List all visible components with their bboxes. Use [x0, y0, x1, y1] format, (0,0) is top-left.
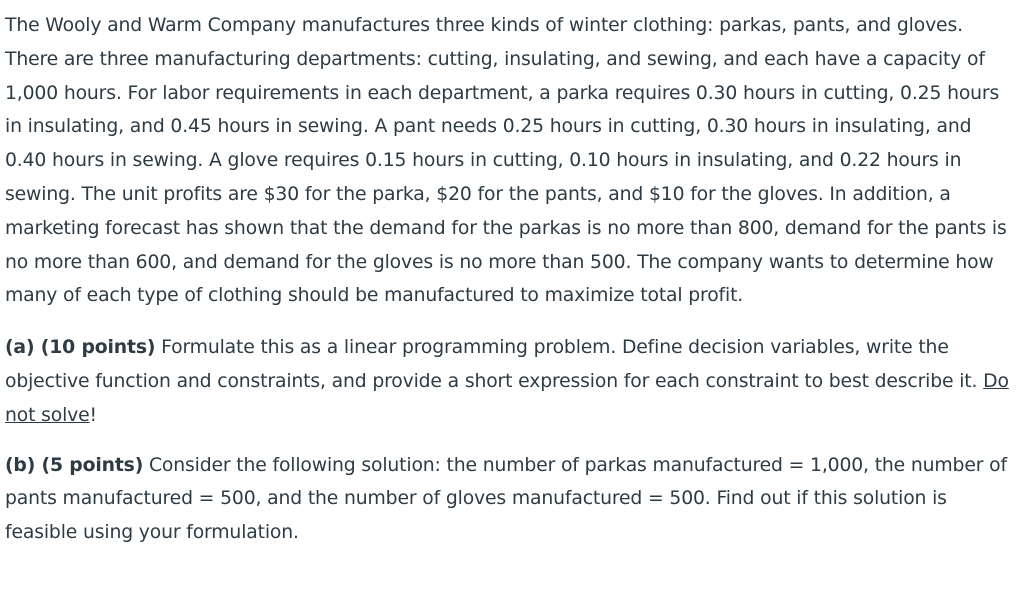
part-b-question	[5, 449, 1018, 550]
do-not-solve-emphasis: Do not solve	[5, 370, 1009, 426]
part-b-text: Consider the following solution: the number of parkas manufactured = 1,000, the number of pants manufactured = 500, and the number of gloves manufactured = 500. Find out if this solution is feasible using your formulation.	[5, 454, 1007, 544]
part-b-label: (b) (5 points)	[5, 454, 144, 476]
part-a-text: Formulate this as a linear programming problem. Define decision variables, write the objective function and constraints, and provide a short expression for each constraint to best describe it.	[5, 337, 984, 392]
problem-statement: The Wooly and Warm Company manufactures three kinds of winter clothing: parkas, pants, and gloves. There are three manufacturing departments: cutting, insulating, and sewing, and each have a capacity of 1,000 hours. For labor requirements in each department, a parka requires 0.30 hours in cutting, 0.25 hours in insulating, and 0.45 hours in sewing. A pant needs 0.25 hours in cutting, 0.30 hours in insulating, and 0.40 hours in sewing. A glove requires 0.15 hours in cutting, 0.10 hours in insulating, and 0.22 hours in sewing. The unit profits are $30 for the parka, $20 for the pants, and $10 for the gloves. In addition, a marketing forecast has shown that the demand for the parkas is no more than 800, demand for the pants is no more than 600, and demand for the gloves is no more than 500. The company wants to determine how many of each type of clothing should be manufactured to maximize total profit.	[5, 15, 1007, 307]
part-a-end: !	[89, 404, 97, 426]
part-a-label: (a) (10 points)	[5, 337, 156, 359]
part-a-question	[5, 331, 1018, 432]
